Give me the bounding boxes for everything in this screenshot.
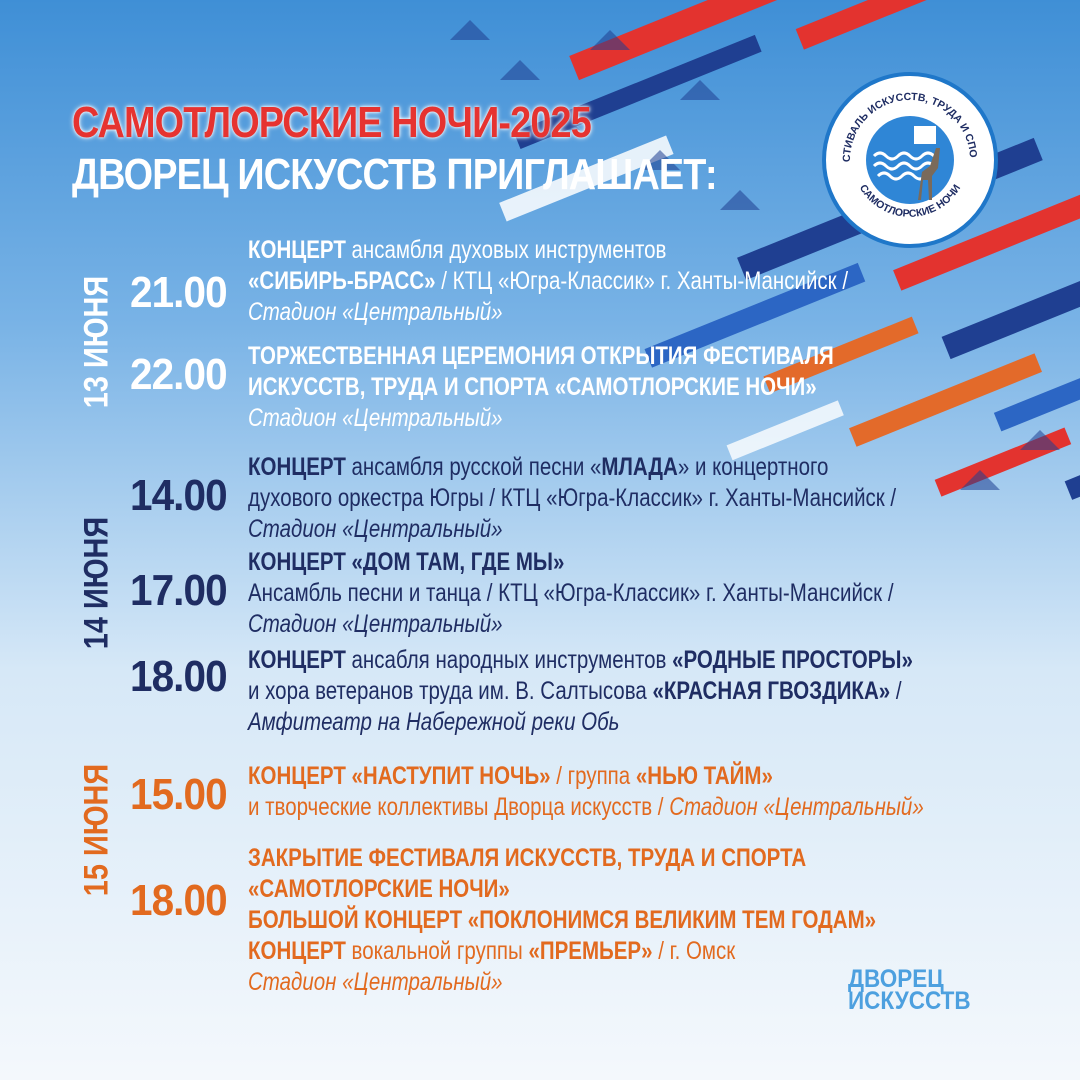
event-time: 22.00 (130, 350, 227, 399)
svg-text:САМОТЛОРСКИЕ НОЧИ: САМОТЛОРСКИЕ НОЧИ (856, 182, 964, 220)
event-description: КОНЦЕРТ ансабля народных инструментов «РОДНЫЕ ПРОСТОРЫ» и хора ветеранов труда им. В. Салтысова «КРАСНАЯ ГВОЗДИКА» / Амфитеатр на Набережной реки Обь (248, 646, 913, 736)
deer-emblem-icon (826, 76, 994, 244)
event-time: 14.00 (130, 471, 227, 520)
date-label-15-june: 15 ИЮНЯ (77, 763, 116, 897)
event-time: 17.00 (130, 566, 227, 615)
event-title: САМОТЛОРСКИЕ НОЧИ-2025 (72, 98, 591, 147)
brand-logo: ДВОРЕЦ ИСКУССТВ (848, 965, 971, 1015)
event-time: 18.00 (130, 876, 227, 925)
event-subtitle: ДВОРЕЦ ИСКУССТВ ПРИГЛАШАЕТ: (72, 150, 717, 199)
svg-text:ФЕСТИВАЛЬ ИСКУССТВ, ТРУДА И СП: СТИВАЛЬ ИСКУССТВ, ТРУДА И СПО (840, 90, 980, 163)
event-description: ЗАКРЫТИЕ ФЕСТИВАЛЯ ИСКУССТВ, ТРУДА И СПОРТА «САМОТЛОРСКИЕ НОЧИ» БОЛЬШОЙ КОНЦЕРТ «ПОКЛОНИМСЯ ВЕЛИКИМ ТЕМ ГОДАМ» КОНЦЕРТ вокальной группы «ПРЕМЬЕР» / г. Омск Стадион «Центральный» (248, 844, 877, 996)
event-description: КОНЦЕРТ «ДОМ ТАМ, ГДЕ МЫ» Ансамбль песни и танца / КТЦ «Югра-Классик» г. Ханты-Мансийск / Стадион «Центральный» (248, 548, 894, 638)
event-description: КОНЦЕРТ ансамбля духовых инструментов «СИБИРЬ-БРАСС» / КТЦ «Югра-Классик» г. Ханты-Мансийск / Стадион «Центральный» (248, 236, 849, 326)
date-label-13-june: 13 ИЮНЯ (77, 275, 116, 409)
event-time: 15.00 (130, 770, 227, 819)
event-description: ТОРЖЕСТВЕННАЯ ЦЕРЕМОНИЯ ОТКРЫТИЯ ФЕСТИВАЛЯ ИСКУССТВ, ТРУДА И СПОРТА «САМОТЛОРСКИЕ НОЧИ» Стадион «Центральный» (248, 342, 834, 432)
event-time: 21.00 (130, 268, 227, 317)
event-time: 18.00 (130, 652, 227, 701)
date-label-14-june: 14 ИЮНЯ (77, 516, 116, 650)
festival-logo (822, 72, 998, 248)
event-description: КОНЦЕРТ ансамбля русской песни «МЛАДА» и концертного духового оркестра Югры / КТЦ «Югра-Классик» г. Ханты-Мансийск / Стадион «Центральный» (248, 453, 897, 543)
event-description: КОНЦЕРТ «НАСТУПИТ НОЧЬ» / группа «НЬЮ ТАЙМ» и творческие коллективы Дворца искусств / Стадион «Центральный» (248, 762, 924, 821)
